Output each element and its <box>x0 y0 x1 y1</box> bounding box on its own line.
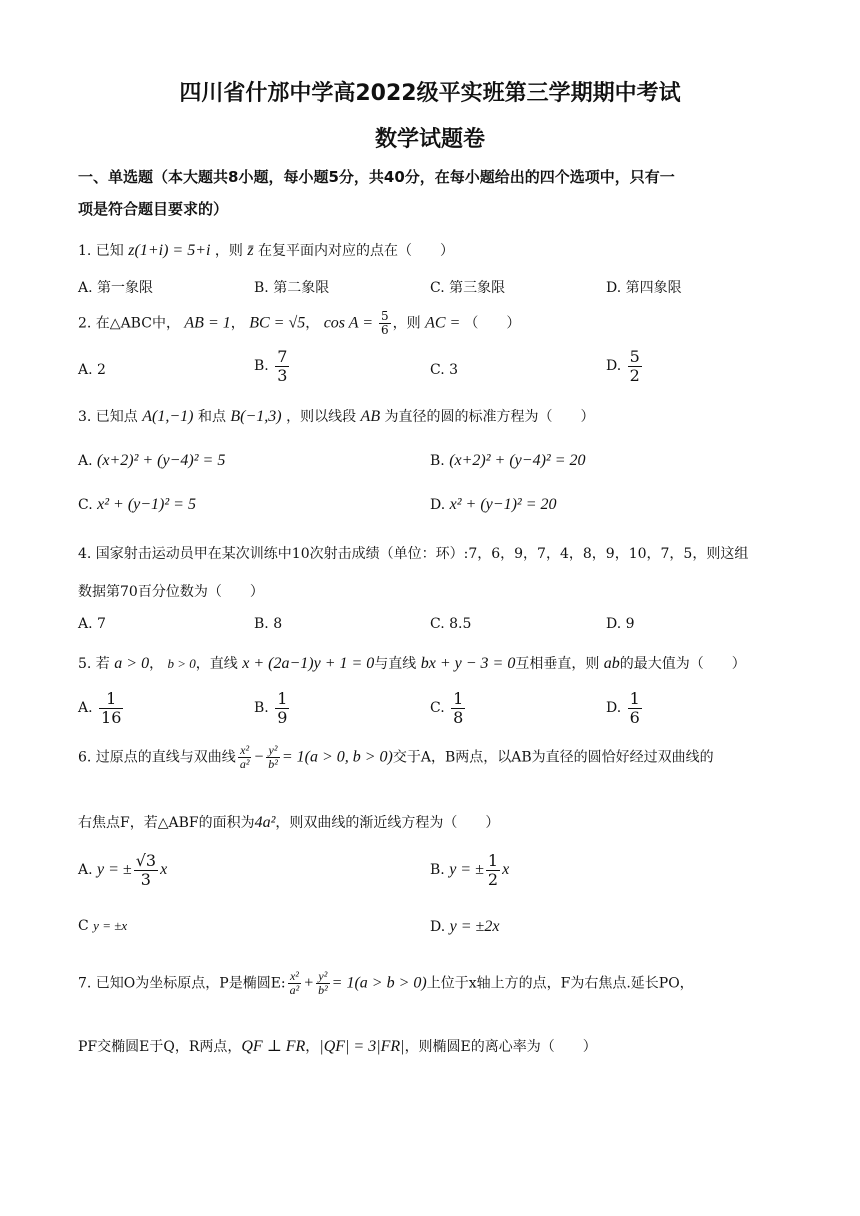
q3-option-d: D. x² + (y−1)² = 20 <box>430 496 557 513</box>
question-3: 3. 已知点 A(1,−1) 和点 B(−1,3) ，则以线段 AB 为直径的圆的标准方程为（ ） <box>78 408 595 425</box>
q2-option-d: D. $\frac{5}{2}$ <box>606 347 640 385</box>
section-heading-line2: 项是符合题目要求的） <box>78 200 229 218</box>
q4-option-d: D. 9 <box>606 616 635 632</box>
q5-option-c: C. $\frac{1}{8}$ <box>430 689 464 727</box>
exam-title: 四川省什邡中学高2022级平实班第三学期期中考试 <box>179 81 681 106</box>
question-4-line1: 4. 国家射击运动员甲在某次训练中10次射击成绩（单位：环）:7，6，9，7，4，8，9，10，7，5，则这组 <box>78 546 749 562</box>
q2-option-b: B. $\frac{7}{3}$ <box>254 347 288 385</box>
q4-option-b: B. 8 <box>254 616 283 632</box>
q6-option-b: B. y = ± $\frac{1}{2}$ x <box>430 851 510 889</box>
q4-option-a: A. 7 <box>78 616 106 632</box>
q3-option-c: C. x² + (y−1)² = 5 <box>78 496 196 513</box>
q6-option-a: A. y = ± $\frac{√3}{3}$ x <box>78 851 168 889</box>
q1-option-b: B. 第二象限 <box>254 280 330 296</box>
q4-option-c: C. 8.5 <box>430 616 472 632</box>
question-6-line1: 6. 过原点的直线与双曲线 $\frac{\text{x²}}{\text{a²}}$ − $\frac{\text{y²}}{\text{b²}}$ = 1(a > 0, b > 0)交于A，B两点，以AB为直径的圆恰好经过双曲线的 <box>78 743 714 772</box>
q2-option-c: C. 3 <box>430 362 459 378</box>
q5-option-a: A. $\frac{1}{16}$ <box>78 689 122 727</box>
q5-option-d: D. $\frac{1}{6}$ <box>606 689 640 727</box>
q1-option-a: A. 第一象限 <box>78 280 154 296</box>
question-2: 2. 在△ABC中， AB = 1， BC = √5， cos A = $\frac{5}{6}$ ，则 AC = （ ） <box>78 309 521 338</box>
question-6-line2: 右焦点F，若△ABF的面积为4a²，则双曲线的渐近线方程为（ ） <box>78 814 500 831</box>
q3-option-a: A. (x+2)² + (y−4)² = 5 <box>78 452 226 469</box>
q2-option-a: A. 2 <box>78 362 106 378</box>
q1-option-d: D. 第四象限 <box>606 280 682 296</box>
q3-option-b: B. (x+2)² + (y−4)² = 20 <box>430 452 586 469</box>
q1-option-c: C. 第三象限 <box>430 280 506 296</box>
question-5: 5. 若 a > 0， b > 0，直线 x + (2a−1)y + 1 = 0与直线 bx + y − 3 = 0互相垂直，则 ab的最大值为（ ） <box>78 655 746 672</box>
question-7-line1: 7. 已知O为坐标原点，P是椭圆E: $\frac{\text{x²}}{\text{a²}}$ + $\frac{\text{y²}}{\text{b²}}$ = 1(a > b > 0)上位于x轴上方的点，F为右焦点.延长PO， <box>78 969 694 998</box>
question-7-line2: PF交椭圆E于Q，R两点，QF ⊥ FR，|QF| = 3|FR|，则椭圆E的离心率为（ ） <box>78 1038 597 1055</box>
exam-subtitle: 数学试题卷 <box>374 127 485 152</box>
q6-option-d: D. y = ±2x <box>430 918 500 935</box>
q5-option-b: B. $\frac{1}{9}$ <box>254 689 288 727</box>
question-4-line2: 数据第70百分位数为（ ） <box>78 584 264 600</box>
question-1: 1. 已知 z(1+i) = 5+i ，则 z̄ 在复平面内对应的点在（ ） <box>78 242 455 259</box>
q6-option-c: C y = ±x <box>78 918 128 934</box>
section-heading-line1: 一、单选题（本大题共8小题，每小题5分，共40分，在每小题给出的四个选项中，只有一 <box>78 168 675 186</box>
